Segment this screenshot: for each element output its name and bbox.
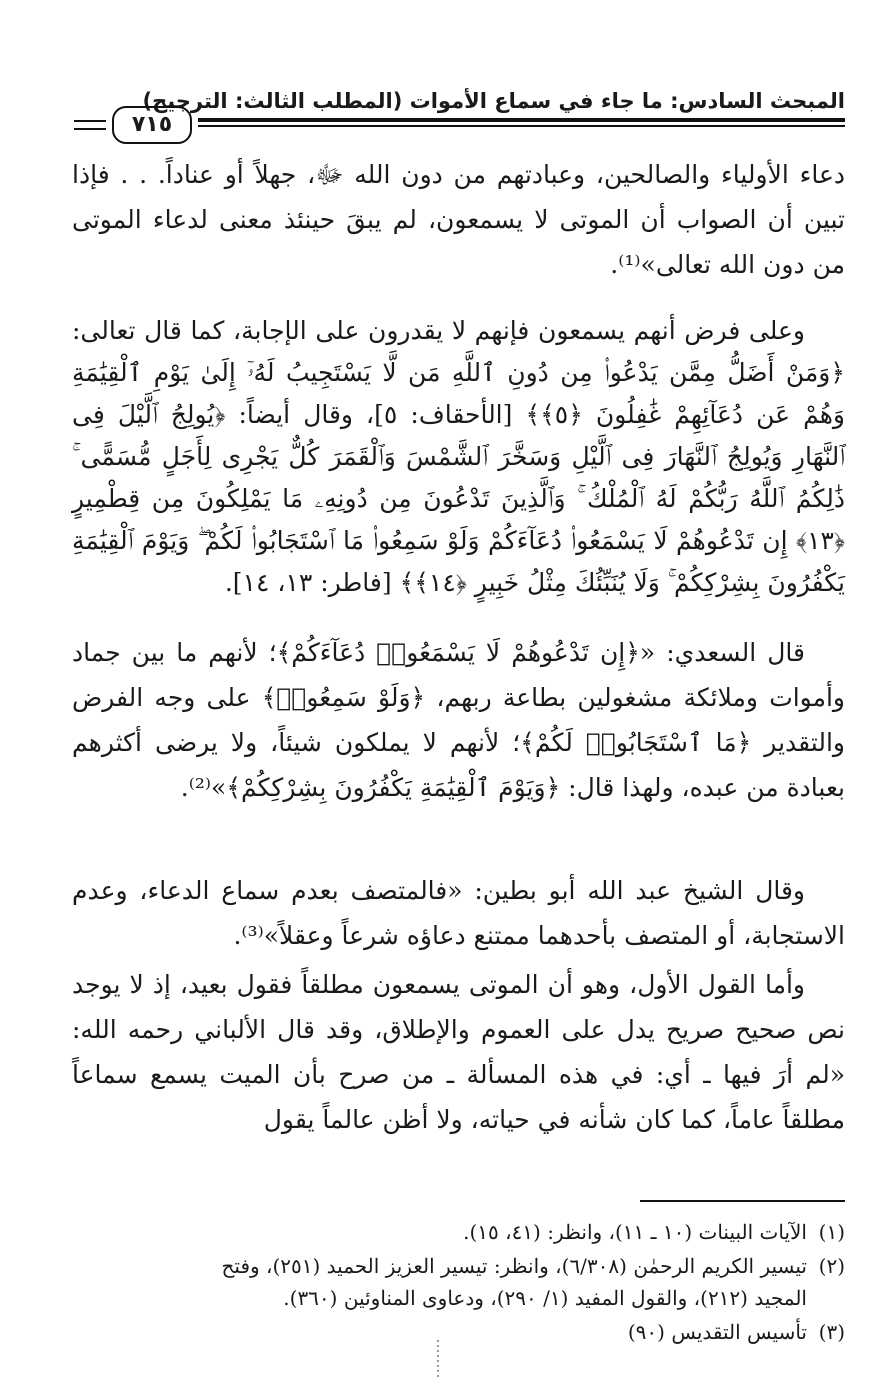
footnote-2-continuation: المجيد (٢١٢)، والقول المفيد (١/ ٢٩٠)، ودعاوى المناوئين (٣٦٠). xyxy=(283,1286,807,1310)
footnote-number: (٢) xyxy=(818,1254,845,1278)
paragraph-4-abubutain: وقال الشيخ عبد الله أبو بطين: «فالمتصف بعدم سماع الدعاء، وعدم الاستجابة، أو المتصف بأحدهما ممتنع دعاؤه شرعاً وعقلاً»⁽³⁾. xyxy=(72,876,845,950)
footnote-3 xyxy=(72,1316,845,1348)
footnote-number: (١) xyxy=(818,1220,845,1244)
header-left-rule-bottom xyxy=(74,128,106,130)
footnote-2 xyxy=(72,1250,845,1282)
footnote-text: الآيات البينات (١٠ ـ ١١)، وانظر: (٤١، ١٥). xyxy=(463,1220,807,1244)
paragraph-1: دعاء الأولياء والصالحين، وعبادتهم من دون الله ﷻ، جهلاً أو عناداً. . . فإذا تبين أن الصواب أن الموتى لا يسمعون، لم يبقَ حينئذ معنى لدعاء الموتى من دون الله تعالى»⁽¹⁾. xyxy=(72,160,845,279)
paragraph-5-albani: وأما القول الأول، وهو أن الموتى يسمعون مطلقاً فقول بعيد، إذ لا يوجد نص صحيح صريح يدل على العموم والإطلاق، وقد قال الألباني رحمه الله: «لم أرَ فيها ـ أي: في هذه المسألة ـ من صرح بأن الميت يسمع سماعاً مطلقاً عاماً، كما كان شأنه في حياته، ولا أظن عالماً يقول xyxy=(72,970,845,1134)
paragraph-2-quran: وعلى فرض أنهم يسمعون فإنهم لا يقدرون على الإجابة، كما قال تعالى: ﴿وَمَنْ أَضَلُّ مِمَّن يَدْعُوا۟ مِن دُونِ ٱللَّهِ مَن لَّا يَسْتَجِيبُ لَهُۥٓ إِلَىٰ يَوْمِ ٱلْقِيَٰمَةِ وَهُمْ عَن دُعَآئِهِمْ غَٰفِلُونَ ﴿٥﴾﴾ [الأحقاف: ٥]، وقال أيضاً: ﴿يُولِجُ ٱلَّيْلَ فِى ٱلنَّهَارِ وَيُولِجُ ٱلنَّهَارَ فِى ٱلَّيْلِ وَسَخَّرَ ٱلشَّمْسَ وَٱلْقَمَرَ كُلٌّ يَجْرِى لِأَجَلٍ مُّسَمًّى ۚ ذَٰلِكُمُ ٱللَّهُ رَبُّكُمْ لَهُ ٱلْمُلْكُ ۚ وَٱلَّذِينَ تَدْعُونَ مِن دُونِهِۦ مَا يَمْلِكُونَ مِن قِطْمِيرٍ ﴿١٣﴾ إِن تَدْعُوهُمْ لَا يَسْمَعُوا۟ دُعَآءَكُمْ وَلَوْ سَمِعُوا۟ مَا ٱسْتَجَابُوا۟ لَكُمْ ۖ وَيَوْمَ ٱلْقِيَٰمَةِ يَكْفُرُونَ بِشِرْكِكُمْ ۚ وَلَا يُنَبِّئُكَ مِثْلُ خَبِيرٍ ﴿١٤﴾﴾ [فاطر: ١٣، ١٤]. xyxy=(72,316,845,597)
header-left-rule-top xyxy=(74,120,106,122)
gutter-dots xyxy=(437,1340,439,1380)
footnote-number: (٣) xyxy=(818,1320,845,1344)
header-rule-thick xyxy=(198,118,845,122)
footnote-1 xyxy=(72,1216,845,1248)
footnote-text: تأسيس التقديس (٩٠) xyxy=(627,1320,807,1344)
footnote-text: تيسير الكريم الرحمٰن (٦/٣٠٨)، وانظر: تيسير العزيز الحميد (٢٥١)، وفتح xyxy=(221,1254,807,1278)
footnote-separator xyxy=(640,1200,845,1202)
paragraph-3-saadi: قال السعدي: «﴿إِن تَدْعُوهُمْ لَا يَسْمَعُوا۟ دُعَآءَكُمْ﴾؛ لأنهم ما بين جماد وأموات وملائكة مشغولين بطاعة ربهم، ﴿وَلَوْ سَمِعُوا۟﴾ على وجه الفرض والتقدير ﴿مَا ٱسْتَجَابُوا۟ لَكُمْ﴾؛ لأنهم لا يملكون شيئاً، ولا يرضى أكثرهم بعبادة من عبده، ولهذا قال: ﴿وَيَوْمَ ٱلْقِيَٰمَةِ يَكْفُرُونَ بِشِرْكِكُمْ﴾»⁽²⁾. xyxy=(72,638,845,802)
running-header-title: المبحث السادس: ما جاء في سماع الأموات (المطلب الثالث: الترجيح) xyxy=(142,89,845,113)
page-number: ٧١٥ xyxy=(112,106,192,144)
header-rule-thin xyxy=(198,125,845,127)
